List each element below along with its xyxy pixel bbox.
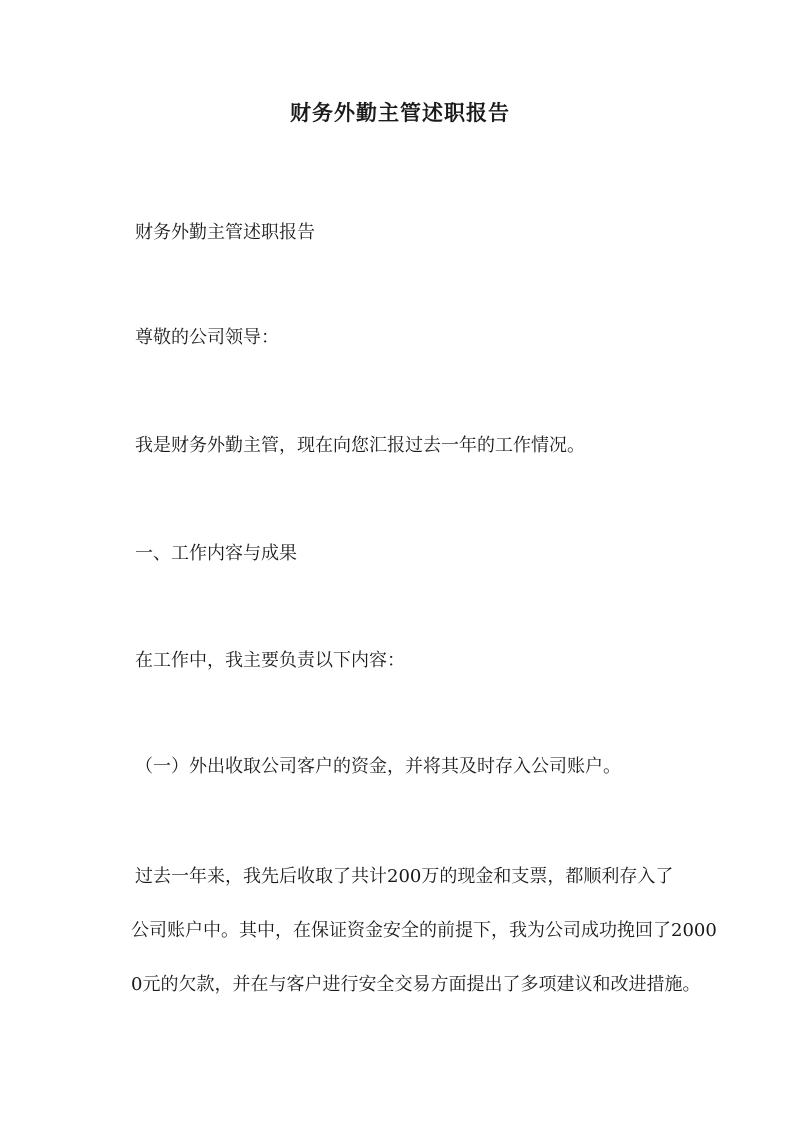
body-line: 公司账户中。其中，在保证资金安全的前提下，我为公司成功挽回了2000 (131, 920, 717, 941)
paragraph-heading: 财务外勤主管述职报告 (135, 222, 315, 243)
subsection-heading: （一）外出收取公司客户的资金，并将其及时存入公司账户。 (135, 756, 621, 777)
body-paragraph (131, 850, 717, 1012)
paragraph-responsibilities: 在工作中，我主要负责以下内容： (135, 650, 405, 671)
paragraph-salutation: 尊敬的公司领导： (135, 327, 279, 348)
document-title: 财务外勤主管述职报告 (290, 100, 510, 125)
body-line: 过去一年来，我先后收取了共计200万的现金和支票，都顺利存入了 (135, 866, 674, 887)
section-heading: 一、工作内容与成果 (135, 543, 297, 564)
paragraph-intro: 我是财务外勤主管，现在向您汇报过去一年的工作情况。 (135, 435, 585, 456)
body-line: 0元的欠款，并在与客户进行安全交易方面提出了多项建议和改进措施。 (131, 974, 701, 995)
